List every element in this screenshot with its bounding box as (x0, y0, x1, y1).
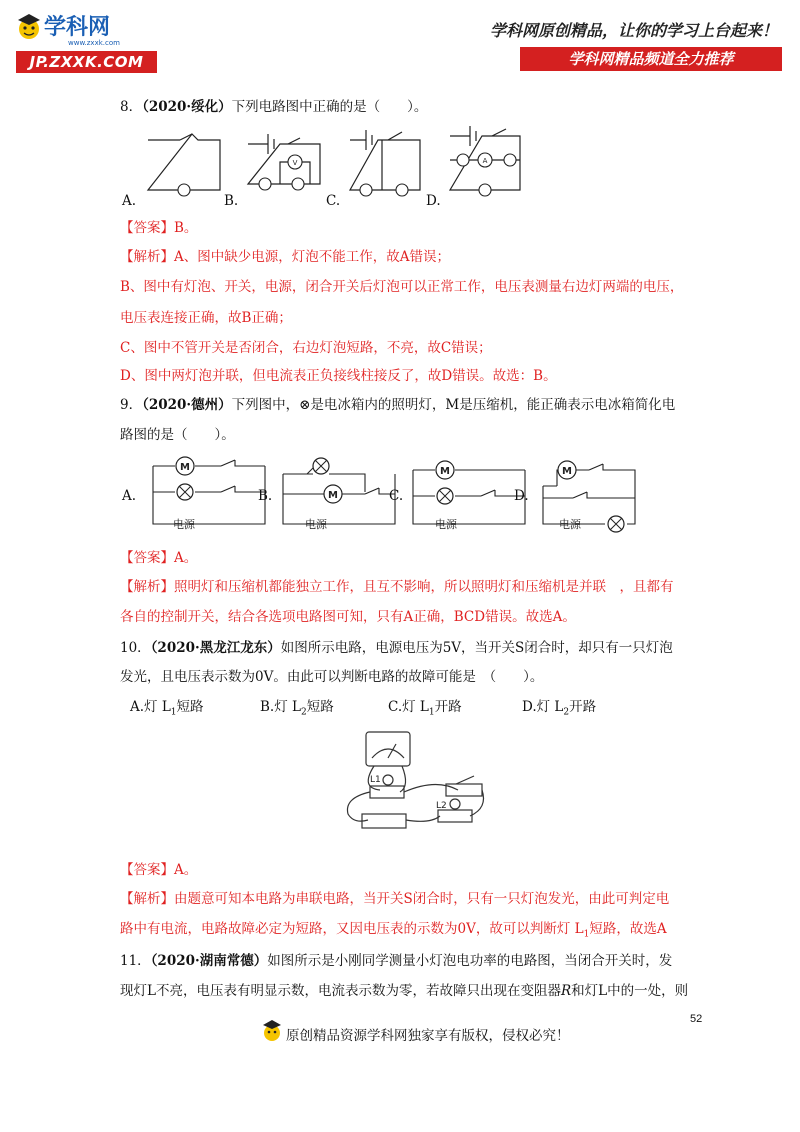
q9-option-d: D. (514, 488, 529, 504)
q10-analysis-line-1: 【解析】由题意可知本电路为串联电路，当开关S闭合时，只有一只灯泡发光，由此可判定电 (120, 891, 670, 907)
power-label: 电源 (305, 518, 327, 531)
q10-analysis-line-2: 路中有电流，电路故障必定为短路，又因电压表的示数为0V，故可以判断灯 $L_1$短路，故选A (120, 921, 667, 940)
q8-analysis-line-4: C、图中不管开关是否闭合，右边灯泡短路，不亮，故C错误； (120, 340, 492, 356)
logo-mascot-icon (16, 12, 42, 46)
q8-analysis-line-1: 【解析】A、图中缺少电源，灯泡不能工作，故A错误； (120, 249, 450, 265)
q9-stem-line-2: 路图的是（ ）。 (120, 427, 235, 443)
q9-option-b: B. (258, 488, 273, 504)
q9-option-c: C. (389, 488, 404, 504)
q8-stem: 8．（2020·绥化）下列电路图中正确的是（ ）。 (120, 99, 428, 115)
q8-option-c: C. (326, 193, 341, 209)
footer-copyright: 原创精品资源学科网独家享有版权，侵权必究！ (286, 1028, 570, 1044)
q10-stem-line-2: 发光，且电压表示数为0V。由此可以判断电路的故障可能是 （ ）。 (120, 669, 544, 685)
motor-label: M (180, 462, 190, 473)
q8-answer: 【答案】B。 (120, 220, 198, 236)
q8-option-b: B. (224, 193, 239, 209)
q8-option-d: D. (426, 193, 441, 209)
logo-text: 学科网 (44, 15, 111, 40)
q8-analysis-line-3: 电压表连接正确，故B正确； (120, 310, 292, 326)
q10-option-a: A.灯 $L_1$短路 (130, 699, 204, 718)
q11-stem-line-1: 11．（2020·湖南常德）如图所示是小刚同学测量小灯泡电功率的电路图，当闭合开关时，发 (120, 953, 673, 969)
q10-option-b: B.灯 $L_2$短路 (260, 699, 334, 718)
q10-answer: 【答案】A。 (120, 862, 198, 878)
q8-option-a: A. (122, 193, 137, 209)
q11-stem-line-2: 现灯L不亮，电压表有明显示数，电流表示数为零，若故障只出现在变阻器R和灯L中的一处，则 (120, 983, 689, 999)
q9-option-a: A. (122, 488, 137, 504)
power-label: 电源 (435, 518, 457, 531)
footer-mascot-icon (262, 1018, 282, 1048)
header-slogan: 学科网原创精品，让你的学习上台起来！ (489, 21, 778, 40)
header-banner: 学科网精品频道全力推荐 (520, 47, 782, 71)
q10-option-d: D.灯 $L_2$开路 (522, 699, 597, 718)
l2-label: L2 (436, 801, 447, 811)
q8-analysis-line-5: D、图中两灯泡并联，但电流表正负接线柱接反了，故D错误。故选：B。 (120, 368, 557, 384)
q10-stem-line-1: 10．（2020·黑龙江龙东）如图所示电路，电源电压为5V，当开关S闭合时，却只有一只灯泡 (120, 640, 673, 656)
svg-text:A: A (482, 157, 488, 165)
q9-stem-line-1: 9．（2020·德州）下列图中，⊗是电冰箱内的照明灯，M是压缩机，能正确表示电冰箱简化电 (120, 397, 676, 413)
l1-label: L1 (370, 775, 381, 785)
logo-url-badge: JP.ZXXK.COM (16, 51, 157, 73)
power-label: 电源 (559, 518, 581, 531)
q9-answer: 【答案】A。 (120, 550, 198, 566)
logo-site: www.zxxk.com (68, 39, 120, 47)
power-label: 电源 (173, 518, 195, 531)
q10-option-c: C.灯 $L_1$开路 (388, 699, 462, 718)
svg-text:V: V (292, 159, 298, 167)
q9-analysis-line-1: 【解析】照明灯和压缩机都能独立工作，且互不影响，所以照明灯和压缩机是并联 ，且都有 (120, 579, 674, 595)
q10-circuit-figure (340, 728, 490, 842)
motor-label: M (328, 490, 338, 501)
q8-analysis-line-2: B、图中有灯泡、开关，电源，闭合开关后灯泡可以正常工作，电压表测量右边灯两端的电压， (120, 279, 684, 295)
q9-analysis-line-2: 各自的控制开关，结合各选项电路图可知，只有A正确，BCD错误。故选A。 (120, 609, 576, 625)
motor-label: M (562, 466, 572, 477)
motor-label: M (440, 466, 450, 477)
page-number: 52 (690, 1013, 703, 1025)
